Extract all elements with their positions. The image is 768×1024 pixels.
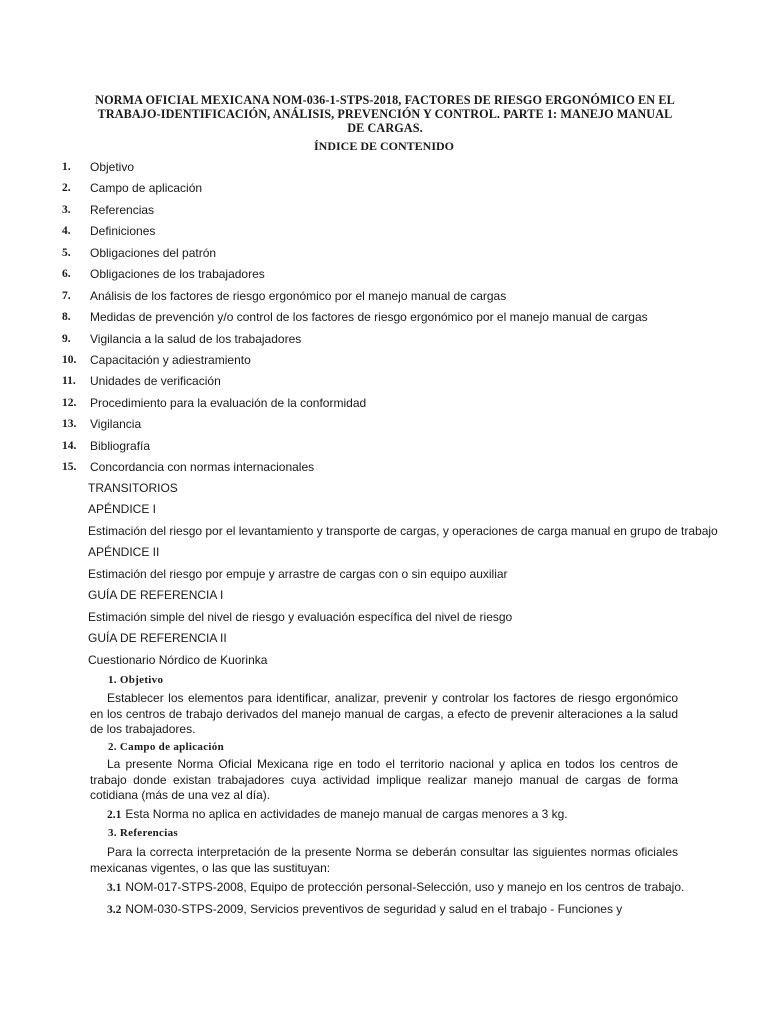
- appendix-label: TRANSITORIOS: [88, 481, 178, 495]
- toc-item: [0, 203, 768, 224]
- toc-item-label: Medidas de prevención y/o control de los factores de riesgo ergonómico por el manejo manual de cargas: [90, 310, 648, 325]
- toc-item: [0, 310, 768, 331]
- toc-item: [0, 353, 768, 374]
- toc-item-number: 6.: [62, 268, 71, 281]
- appendix-label: Estimación del riesgo por empuje y arrastre de cargas con o sin equipo auxiliar: [88, 566, 508, 581]
- subsection-text: NOM-017-STPS-2008, Equipo de protección personal-Selección, uso y manejo en los centros de trabajo.: [125, 880, 685, 894]
- toc-item-number: 2.: [62, 182, 71, 195]
- appendix-item: [0, 653, 768, 674]
- subsection-number: 2.1: [107, 809, 122, 821]
- subsection-number: 3.1: [107, 882, 122, 894]
- toc-item-label: Referencias: [90, 202, 155, 217]
- subsection-number: 3.2: [107, 904, 122, 916]
- toc-item: [0, 439, 768, 460]
- subsection-text: Esta Norma no aplica en actividades de manejo manual de cargas menores a 3 kg.: [125, 807, 568, 821]
- toc-item-number: 3.: [62, 203, 71, 216]
- toc-item: [0, 396, 768, 417]
- appendix-item: [0, 545, 768, 566]
- toc-item: [0, 224, 768, 245]
- subsection-ref-3-1: [107, 880, 684, 894]
- section-text-referencias: Para la correcta interpretación de la presente Norma se deberán consultar las siguientes normas oficiales mexicanas vigentes, o las que las sustituyan:: [90, 845, 678, 875]
- section-heading-campo: 2. Campo de aplicación: [108, 741, 224, 753]
- toc-item-number: 5.: [62, 246, 71, 259]
- appendix-item: [0, 567, 768, 588]
- toc-item-label: Capacitación y adiestramiento: [90, 352, 251, 367]
- toc-item-label: Definiciones: [90, 224, 156, 239]
- document-title: NORMA OFICIAL MEXICANA NOM-036-1-STPS-2018, FACTORES DE RIESGO ERGONÓMICO EN EL TRABAJO-IDENTIFICACIÓN, ANÁLISIS, PREVENCIÓN Y CONTROL. PARTE 1: MANEJO MANUAL DE CARGAS.: [95, 93, 675, 135]
- appendix-item: [0, 481, 768, 502]
- subsection-campo-2-1: [107, 807, 568, 821]
- toc-item-label: Obligaciones del patrón: [90, 245, 217, 260]
- toc-item-label: Concordancia con normas internacionales: [90, 460, 315, 475]
- toc-item-number: 4.: [62, 225, 71, 238]
- toc-item-label: Procedimiento para la evaluación de la conformidad: [90, 395, 367, 410]
- toc-item-label: Análisis de los factores de riesgo ergonómico por el manejo manual de cargas: [90, 288, 507, 303]
- toc-item: [0, 460, 768, 481]
- appendix-label: Estimación del riesgo por el levantamiento y transporte de cargas, y operaciones de carga manual en grupo de trabajo: [88, 523, 718, 538]
- appendix-item: [0, 631, 768, 652]
- toc-item: [0, 417, 768, 438]
- toc-item: [0, 289, 768, 310]
- appendix-label: GUÍA DE REFERENCIA I: [88, 588, 224, 603]
- appendix-label: GUÍA DE REFERENCIA II: [88, 631, 227, 646]
- index-heading: ÍNDICE DE CONTENIDO: [313, 139, 455, 153]
- appendix-list: [0, 481, 768, 674]
- table-of-contents: [0, 160, 768, 482]
- appendix-item: [0, 502, 768, 523]
- subsection-ref-3-2: [107, 902, 622, 916]
- toc-item-label: Vigilancia: [90, 417, 142, 432]
- appendix-item: [0, 610, 768, 631]
- toc-item-number: 9.: [62, 332, 71, 345]
- appendix-label: Estimación simple del nivel de riesgo y evaluación específica del nivel de riesgo: [88, 609, 513, 624]
- appendix-label: APÉNDICE I: [88, 502, 157, 517]
- appendix-item: [0, 588, 768, 609]
- toc-item-number: 12.: [62, 396, 77, 409]
- section-text-objetivo: Establecer los elementos para identificar, analizar, prevenir y controlar los factores de riesgo ergonómico en los centros de trabajo derivados del manejo manual de cargas, a efecto de prevenir alteraciones a la salud de los trabajadores.: [90, 691, 678, 736]
- toc-item-label: Obligaciones de los trabajadores: [90, 267, 265, 282]
- toc-item: [0, 374, 768, 395]
- toc-item-number: 14.: [62, 439, 77, 452]
- subsection-text: NOM-030-STPS-2009, Servicios preventivos de seguridad y salud en el trabajo - Funciones y: [125, 902, 623, 916]
- toc-item-number: 10.: [62, 353, 77, 366]
- appendix-item: [0, 524, 768, 545]
- appendix-label: APÉNDICE II: [88, 545, 160, 560]
- toc-item-number: 8.: [62, 311, 71, 324]
- toc-item-number: 7.: [62, 289, 71, 302]
- toc-item: [0, 181, 768, 202]
- toc-item: [0, 160, 768, 181]
- toc-item-label: Campo de aplicación: [90, 181, 203, 196]
- toc-item-number: 15.: [62, 461, 77, 474]
- toc-item-number: 11.: [62, 375, 76, 388]
- toc-item-label: Objetivo: [90, 160, 135, 174]
- section-text-campo: La presente Norma Oficial Mexicana rige en todo el territorio nacional y aplica en todos los centros de trabajo donde existan trabajadores cuya actividad implique realizar manejo manual de cargas de forma cotidiana (más de una vez al día).: [90, 757, 678, 802]
- section-heading-objetivo: 1. Objetivo: [108, 674, 164, 686]
- toc-item-number: 13.: [62, 418, 77, 431]
- toc-item-label: Unidades de verificación: [90, 374, 221, 389]
- toc-item: [0, 332, 768, 353]
- toc-item: [0, 267, 768, 288]
- toc-item-label: Vigilancia a la salud de los trabajadores: [90, 331, 302, 346]
- toc-item-number: 1.: [62, 161, 71, 173]
- toc-item: [0, 246, 768, 267]
- section-heading-referencias: 3. Referencias: [108, 827, 178, 839]
- appendix-label: Cuestionario Nórdico de Kuorinka: [88, 652, 268, 667]
- toc-item-label: Bibliografía: [90, 438, 151, 453]
